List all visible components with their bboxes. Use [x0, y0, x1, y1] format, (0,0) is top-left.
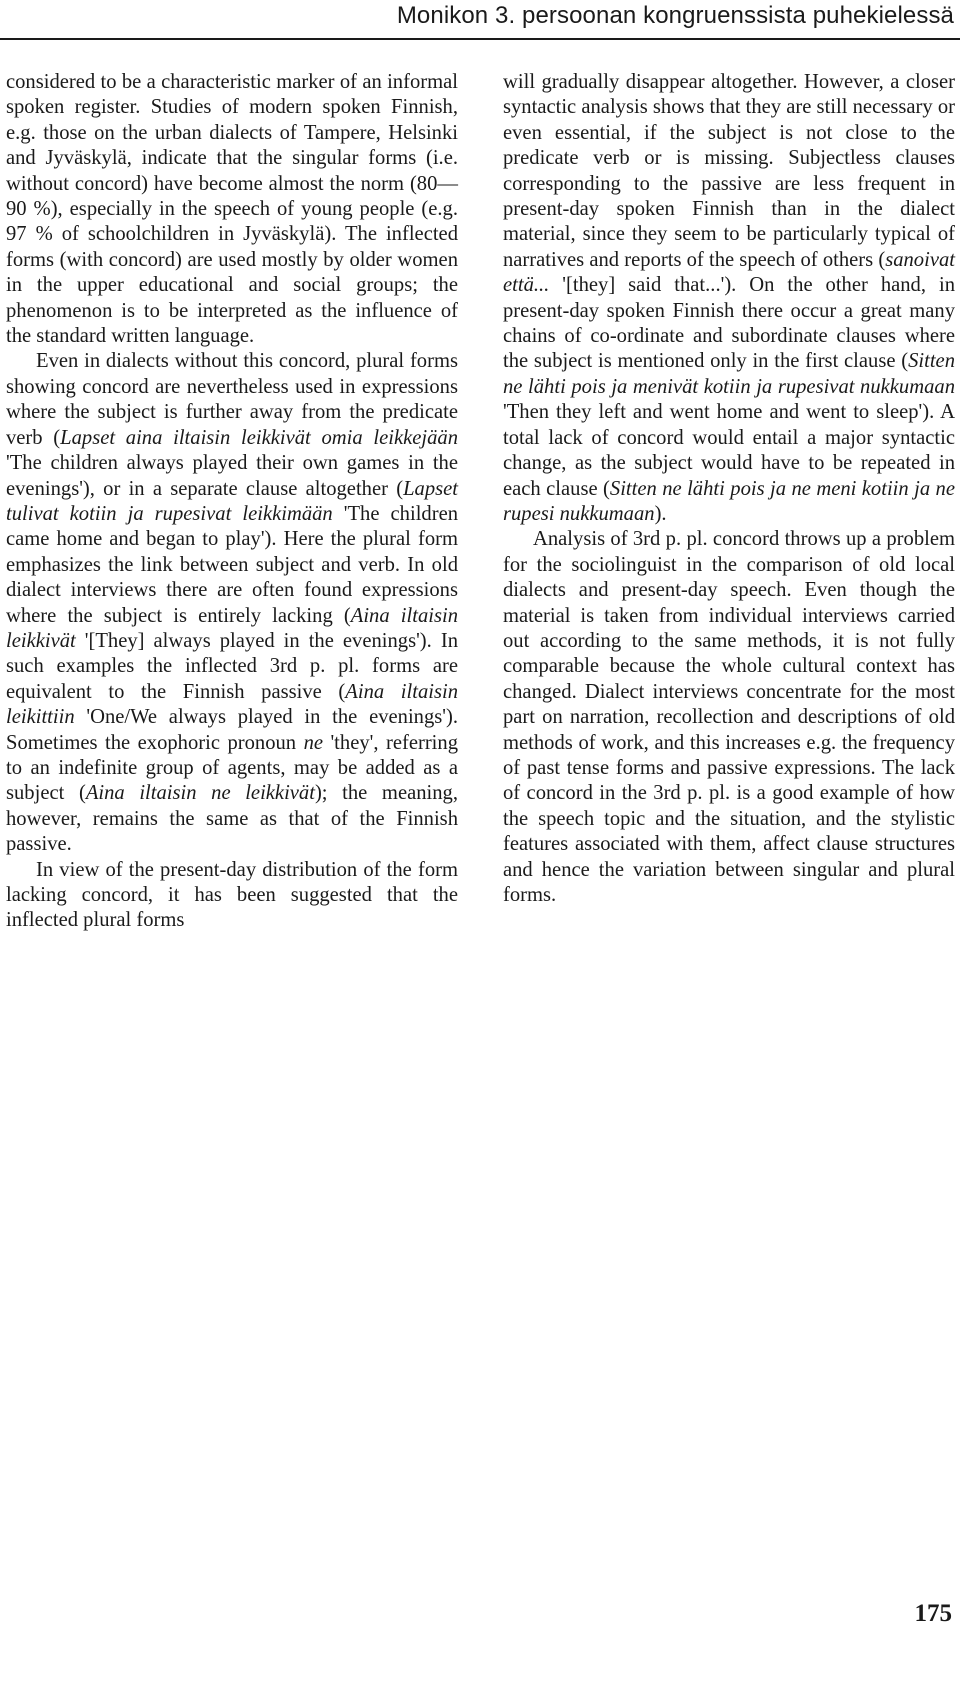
finnish-example: Sitten ne lähti pois ja ne meni kotiin ja ne rupesi nukkumaan: [503, 477, 955, 525]
paragraph-right-2: Analysis of 3rd p. pl. concord throws up a problem for the sociolinguist in the comparison of old local dialects and present-day speech. Even though the material is taken from individual interviews carried out according to the same methods, it is not fully comparable because the whole cultural context has changed. Dialect interviews concentrate for the most part on narration, recollection and descriptions of old methods of work, and this increases e.g. the frequency of past tense forms and passive expressions. The lack of concord in the 3rd p. pl. is a good example of how the speech topic and the situation, and the stylistic features associated with them, affect clause structures and hence the variation between singular and plural forms.: [503, 528, 955, 906]
finnish-example: Aina iltaisin leikkivät: [6, 604, 459, 652]
text-run: ); the meaning, however, remains the same as that of the Finnish passive.: [6, 782, 458, 856]
paragraph-left-3: In view of the present-day distribution of the form lacking concord, it has been suggested that the inflected plural forms: [6, 858, 458, 932]
finnish-example: Aina iltaisin leikittiin: [6, 680, 458, 729]
finnish-example: ne: [303, 731, 323, 754]
text-run: 'they', referring to an indefinite group of agents, may be added as a subject (: [6, 731, 458, 805]
finnish-example: sanoivat että...: [503, 248, 955, 297]
finnish-example: Lapset aina iltaisin leikkivät omia leikkejään: [60, 426, 458, 449]
right-column: [503, 70, 955, 908]
text-run: 'The children came home and began to play'). Here the plural form emphasizes the link between subject and verb. In old dialect interviews there are often found expressions where the subject is entirely lacking (: [6, 502, 459, 627]
text-run: 'Then they left and went home and went to sleep'). A total lack of concord would entail a major syntactic change, as the subject would have to be repeated in each clause (: [503, 401, 955, 500]
header-rule: [0, 38, 960, 40]
text-run: '[They] always played in the evenings'). In such examples the inflected 3rd p. pl. forms are equivalent to the Finnish passive (: [6, 629, 458, 703]
left-column: [6, 70, 458, 934]
finnish-example: Lapset tulivat kotiin ja rupesivat leikkimään: [6, 477, 458, 525]
paragraph-left-2: [6, 349, 458, 857]
text-run: Even in dialects without this concord, plural forms showing concord are nevertheless used in expressions where the subject is further away from the predicate verb (: [6, 350, 458, 449]
text-run: ).: [654, 502, 667, 525]
text-run: 'One/We always played in the evenings'). Sometimes the exophoric pronoun: [6, 706, 458, 754]
page-number: 175: [914, 1600, 952, 1627]
paragraph-right-1: [503, 70, 955, 527]
text-run: 'The children always played their own games in the evenings'), or in a separate clause altogether (: [6, 452, 458, 500]
paragraph-left-1: considered to be a characteristic marker of an informal spoken register. Studies of modern spoken Finnish, e.g. those on the urban dialects of Tampere, Helsinki and Jyväskylä, indicate that the singular forms (i.e. without concord) have become almost the norm (80—90 %), especially in the speech of young people (e.g. 97 % of schoolchildren in Jyväskylä). The inflected forms (with concord) are used mostly by older women in the upper educational and social groups; the phenomenon is to be interpreted as the influence of the standard written language.: [6, 71, 458, 348]
finnish-example: Aina iltaisin ne leikkivät: [85, 782, 315, 805]
text-run: will gradually disappear altogether. However, a closer syntactic analysis shows that they are still necessary or even essential, if the subject is not close to the predicate verb or is missing. Subjectless clauses corresponding to the passive are less frequent in present-day spoken Finnish than in the dialect material, since they seem to be particularly typical of narratives and reports of the speech of others (: [503, 71, 955, 271]
finnish-example: Sitten ne lähti pois ja menivät kotiin ja rupesivat nukkumaan: [503, 350, 955, 398]
text-run: '[they] said that...'). On the other hand, in present-day spoken Finnish there occur a great many chains of co-ordinate and subordinate clauses where the subject is mentioned only in the first clause (: [503, 274, 955, 373]
running-header: Monikon 3. persoonan kongruenssista puhekielessä: [396, 2, 954, 29]
